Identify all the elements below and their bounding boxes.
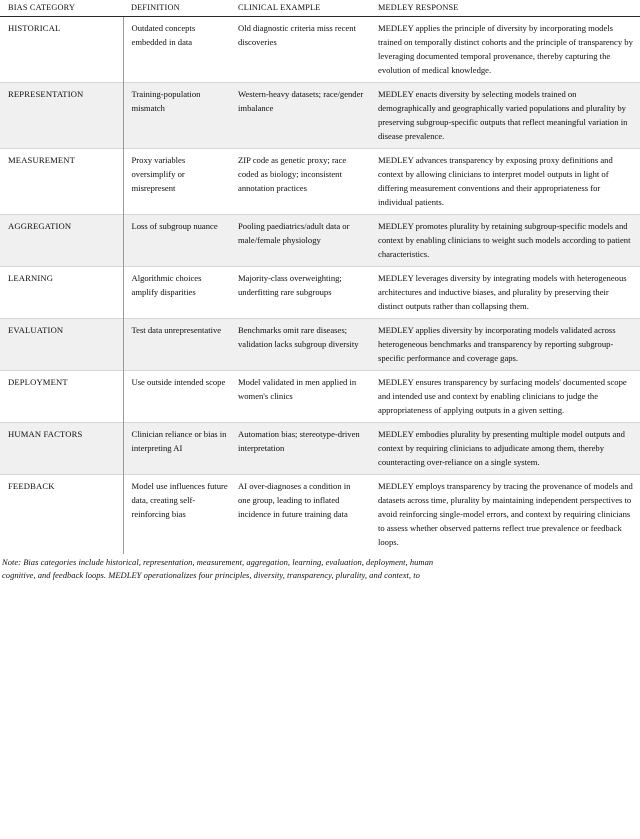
table-body (0, 17, 640, 555)
cell-medley-response: MEDLEY enacts diversity by selecting models trained on demographically and geographically varied populations and plurality by preserving subgroup-specific outputs that reflect meaningful variation in disease prevalence. (372, 83, 640, 149)
header-row (0, 0, 640, 17)
table-footnote (0, 554, 640, 581)
table-row (0, 215, 640, 267)
cell-bias-category: MEASUREMENT (0, 149, 123, 215)
cell-bias-category: AGGREGATION (0, 215, 123, 267)
cell-definition: Clinician reliance or bias in interpreting AI (123, 423, 234, 475)
table-row (0, 149, 640, 215)
table-row (0, 83, 640, 149)
table-row (0, 267, 640, 319)
footnote-line-2: cognitive, and feedback loops. MEDLEY operationalizes four principles, diversity, transparency, plurality, and context, to (2, 569, 420, 580)
cell-bias-category: FEEDBACK (0, 475, 123, 555)
cell-medley-response: MEDLEY employs transparency by tracing the provenance of models and datasets across time, plurality by maintaining independent perspectives to avoid reinforcing single-model errors, and context by requiring clinicians to assess whether observed patterns reflect true prevalence or feedback loops. (372, 475, 640, 555)
cell-clinical-example: Benchmarks omit rare diseases; validation lacks subgroup diversity (234, 319, 372, 371)
cell-medley-response: MEDLEY advances transparency by exposing proxy definitions and context by allowing clinicians to interpret model outputs in light of differing measurement conventions and their appropriateness for individual patients. (372, 149, 640, 215)
cell-medley-response: MEDLEY ensures transparency by surfacing models' documented scope and intended use and context by enabling clinicians to judge the appropriateness of applying outputs in a given setting. (372, 371, 640, 423)
cell-definition: Algorithmic choices amplify disparities (123, 267, 234, 319)
cell-clinical-example: Old diagnostic criteria miss recent discoveries (234, 17, 372, 83)
cell-medley-response: MEDLEY promotes plurality by retaining subgroup-specific models and context by enabling clinicians to weight such models according to patient characteristics. (372, 215, 640, 267)
cell-definition: Model use influences future data, creating self-reinforcing bias (123, 475, 234, 555)
cell-clinical-example: Majority-class overweighting; underfitting rare subgroups (234, 267, 372, 319)
cell-clinical-example: Model validated in men applied in women's clinics (234, 371, 372, 423)
cell-medley-response: MEDLEY embodies plurality by presenting multiple model outputs and context by requiring clinicians to adjudicate among them, thereby counteracting over-reliance on a single system. (372, 423, 640, 475)
cell-bias-category: DEPLOYMENT (0, 371, 123, 423)
cell-bias-category: LEARNING (0, 267, 123, 319)
column-header-bias-category: BIAS CATEGORY (0, 0, 123, 17)
footnote-line-1: Note: Bias categories include historical, representation, measurement, aggregation, learning, evaluation, deployment, human (2, 557, 434, 568)
cell-bias-category: HISTORICAL (0, 17, 123, 83)
table-header (0, 0, 640, 17)
cell-medley-response: MEDLEY applies the principle of diversity by incorporating models trained on temporally distinct cohorts and the principle of transparency by leveraging documented temporal provenance, thereby capturing the evolution of medical knowledge. (372, 17, 640, 83)
cell-definition: Loss of subgroup nuance (123, 215, 234, 267)
cell-medley-response: MEDLEY applies diversity by incorporating models validated across heterogeneous benchmarks and transparency by reporting subgroup-specific performance and coverage gaps. (372, 319, 640, 371)
column-header-medley-response: MEDLEY RESPONSE (372, 0, 640, 17)
cell-clinical-example: Automation bias; stereotype-driven interpretation (234, 423, 372, 475)
cell-definition: Use outside intended scope (123, 371, 234, 423)
cell-bias-category: HUMAN FACTORS (0, 423, 123, 475)
table-row (0, 371, 640, 423)
cell-definition: Outdated concepts embedded in data (123, 17, 234, 83)
table-row (0, 475, 640, 555)
cell-bias-category: EVALUATION (0, 319, 123, 371)
column-header-clinical-example: CLINICAL EXAMPLE (234, 0, 372, 17)
cell-clinical-example: Pooling paediatrics/adult data or male/female physiology (234, 215, 372, 267)
cell-clinical-example: AI over-diagnoses a condition in one group, leading to inflated incidence in future training data (234, 475, 372, 555)
table-row (0, 319, 640, 371)
cell-bias-category: REPRESENTATION (0, 83, 123, 149)
cell-definition: Proxy variables oversimplify or misrepresent (123, 149, 234, 215)
column-header-definition: DEFINITION (123, 0, 234, 17)
cell-medley-response: MEDLEY leverages diversity by integrating models with heterogeneous architectures and inductive biases, and plurality by preserving their distinct outputs rather than collapsing them. (372, 267, 640, 319)
cell-definition: Test data unrepresentative (123, 319, 234, 371)
cell-clinical-example: Western-heavy datasets; race/gender imbalance (234, 83, 372, 149)
table-row (0, 17, 640, 83)
cell-clinical-example: ZIP code as genetic proxy; race coded as biology; inconsistent annotation practices (234, 149, 372, 215)
cell-definition: Training-population mismatch (123, 83, 234, 149)
table-row (0, 423, 640, 475)
